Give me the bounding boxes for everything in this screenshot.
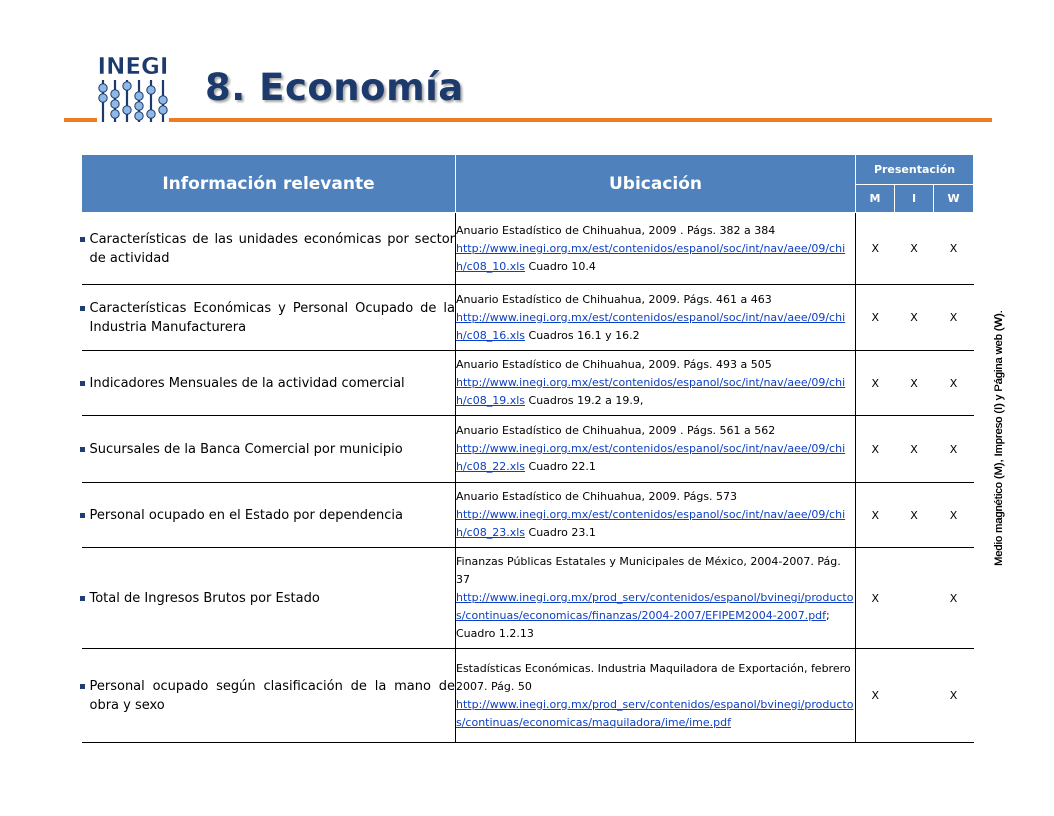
mark-i: X — [895, 213, 934, 285]
mark-m: X — [856, 351, 895, 416]
bullet-icon — [80, 447, 85, 452]
mark-i — [895, 548, 934, 649]
header-info: Información relevante — [82, 155, 456, 213]
header-presentation: Presentación — [856, 155, 974, 185]
bullet-icon — [80, 684, 85, 689]
mark-w: X — [934, 416, 974, 483]
info-text: Indicadores Mensuales de la actividad comercial — [89, 375, 405, 391]
bullet-icon — [80, 596, 85, 601]
mark-m: X — [856, 213, 895, 285]
inegi-logo — [97, 50, 169, 126]
source-text: Anuario Estadístico de Chihuahua, 2009. Págs. 493 a 505 — [456, 358, 772, 371]
presentation-legend: Medio magnético (M), Impreso (I) y Página web (W). — [993, 310, 1005, 566]
info-text: Personal ocupado según clasificación de la mano de obra y sexo — [89, 678, 455, 713]
table-ref: Cuadro 23.1 — [525, 526, 596, 539]
mark-w: X — [934, 483, 974, 548]
source-link[interactable]: http://www.inegi.org.mx/est/contenidos/espanol/soc/int/nav/aee/09/chih/c08_10.xls — [456, 241, 846, 273]
source-link[interactable]: http://www.inegi.org.mx/prod_serv/contenidos/espanol/bvinegi/productos/continuas/economicas/maquiladora/ime/ime.pdf — [456, 697, 854, 729]
source-link[interactable]: http://www.inegi.org.mx/est/contenidos/espanol/soc/int/nav/aee/09/chih/c08_22.xls — [456, 442, 846, 473]
header-m: M — [856, 185, 895, 213]
mark-m: X — [856, 416, 895, 483]
mark-w: X — [934, 351, 974, 416]
mark-w: X — [934, 649, 974, 743]
mark-i: X — [895, 416, 934, 483]
info-text: Sucursales de la Banca Comercial por municipio — [89, 441, 403, 457]
header-i: I — [895, 185, 934, 213]
info-text: Total de Ingresos Brutos por Estado — [89, 590, 320, 606]
mark-i: X — [895, 351, 934, 416]
header-location: Ubicación — [456, 155, 856, 213]
bullet-icon — [80, 306, 85, 311]
info-text: Personal ocupado en el Estado por dependencia — [89, 507, 403, 523]
source-link[interactable]: http://www.inegi.org.mx/prod_serv/contenidos/espanol/bvinegi/productos/continuas/economicas/finanzas/2004-2007/EFIPEM2004-2007.pdf — [456, 591, 854, 622]
source-link[interactable]: http://www.inegi.org.mx/est/contenidos/espanol/soc/int/nav/aee/09/chih/c08_23.xls — [456, 508, 846, 539]
table-row — [82, 351, 974, 416]
table-row — [82, 213, 974, 285]
bullet-icon — [80, 381, 85, 386]
source-link[interactable]: http://www.inegi.org.mx/est/contenidos/espanol/soc/int/nav/aee/09/chih/c08_19.xls — [456, 376, 846, 407]
source-link[interactable]: http://www.inegi.org.mx/est/contenidos/espanol/soc/int/nav/aee/09/chih/c08_16.xls — [456, 310, 846, 342]
table-ref: Cuadros 19.2 a 19.9, — [525, 394, 644, 407]
source-text: Finanzas Públicas Estatales y Municipales de México, 2004-2007. Pág. 37 — [456, 555, 841, 586]
table-row — [82, 649, 974, 743]
mark-m: X — [856, 649, 895, 743]
table-row — [82, 548, 974, 649]
bullet-icon — [80, 237, 85, 242]
page-title: 8. Economía — [205, 66, 464, 109]
info-text: Características de las unidades económicas por sector de actividad — [89, 231, 455, 266]
source-text: Anuario Estadístico de Chihuahua, 2009. Págs. 573 — [456, 490, 738, 503]
mark-m: X — [856, 483, 895, 548]
mark-m: X — [856, 285, 895, 351]
table-ref: Cuadro 22.1 — [525, 460, 596, 473]
economy-table — [81, 154, 974, 743]
mark-w: X — [934, 548, 974, 649]
mark-i: X — [895, 285, 934, 351]
table-ref: Cuadro 10.4 — [525, 259, 596, 273]
table-row — [82, 416, 974, 483]
bullet-icon — [80, 513, 85, 518]
source-text: Anuario Estadístico de Chihuahua, 2009 . Págs. 382 a 384 — [456, 223, 776, 237]
mark-i: X — [895, 483, 934, 548]
table-row — [82, 483, 974, 548]
mark-i — [895, 649, 934, 743]
source-text: Anuario Estadístico de Chihuahua, 2009 . Págs. 561 a 562 — [456, 424, 776, 437]
info-text: Características Económicas y Personal Ocupado de la Industria Manufacturera — [89, 300, 455, 335]
header-divider — [64, 118, 992, 122]
mark-w: X — [934, 285, 974, 351]
mark-m: X — [856, 548, 895, 649]
table-row — [82, 285, 974, 351]
mark-w: X — [934, 213, 974, 285]
table-ref: ; Cuadro 1.2.13 — [456, 609, 830, 640]
logo-text: INEGI — [97, 54, 169, 80]
source-text: Estadísticas Económicas. Industria Maquiladora de Exportación, febrero 2007. Pág. 50 — [456, 661, 851, 693]
header-w: W — [934, 185, 974, 213]
source-text: Anuario Estadístico de Chihuahua, 2009. Págs. 461 a 463 — [456, 292, 772, 306]
table-ref: Cuadros 16.1 y 16.2 — [525, 328, 640, 342]
